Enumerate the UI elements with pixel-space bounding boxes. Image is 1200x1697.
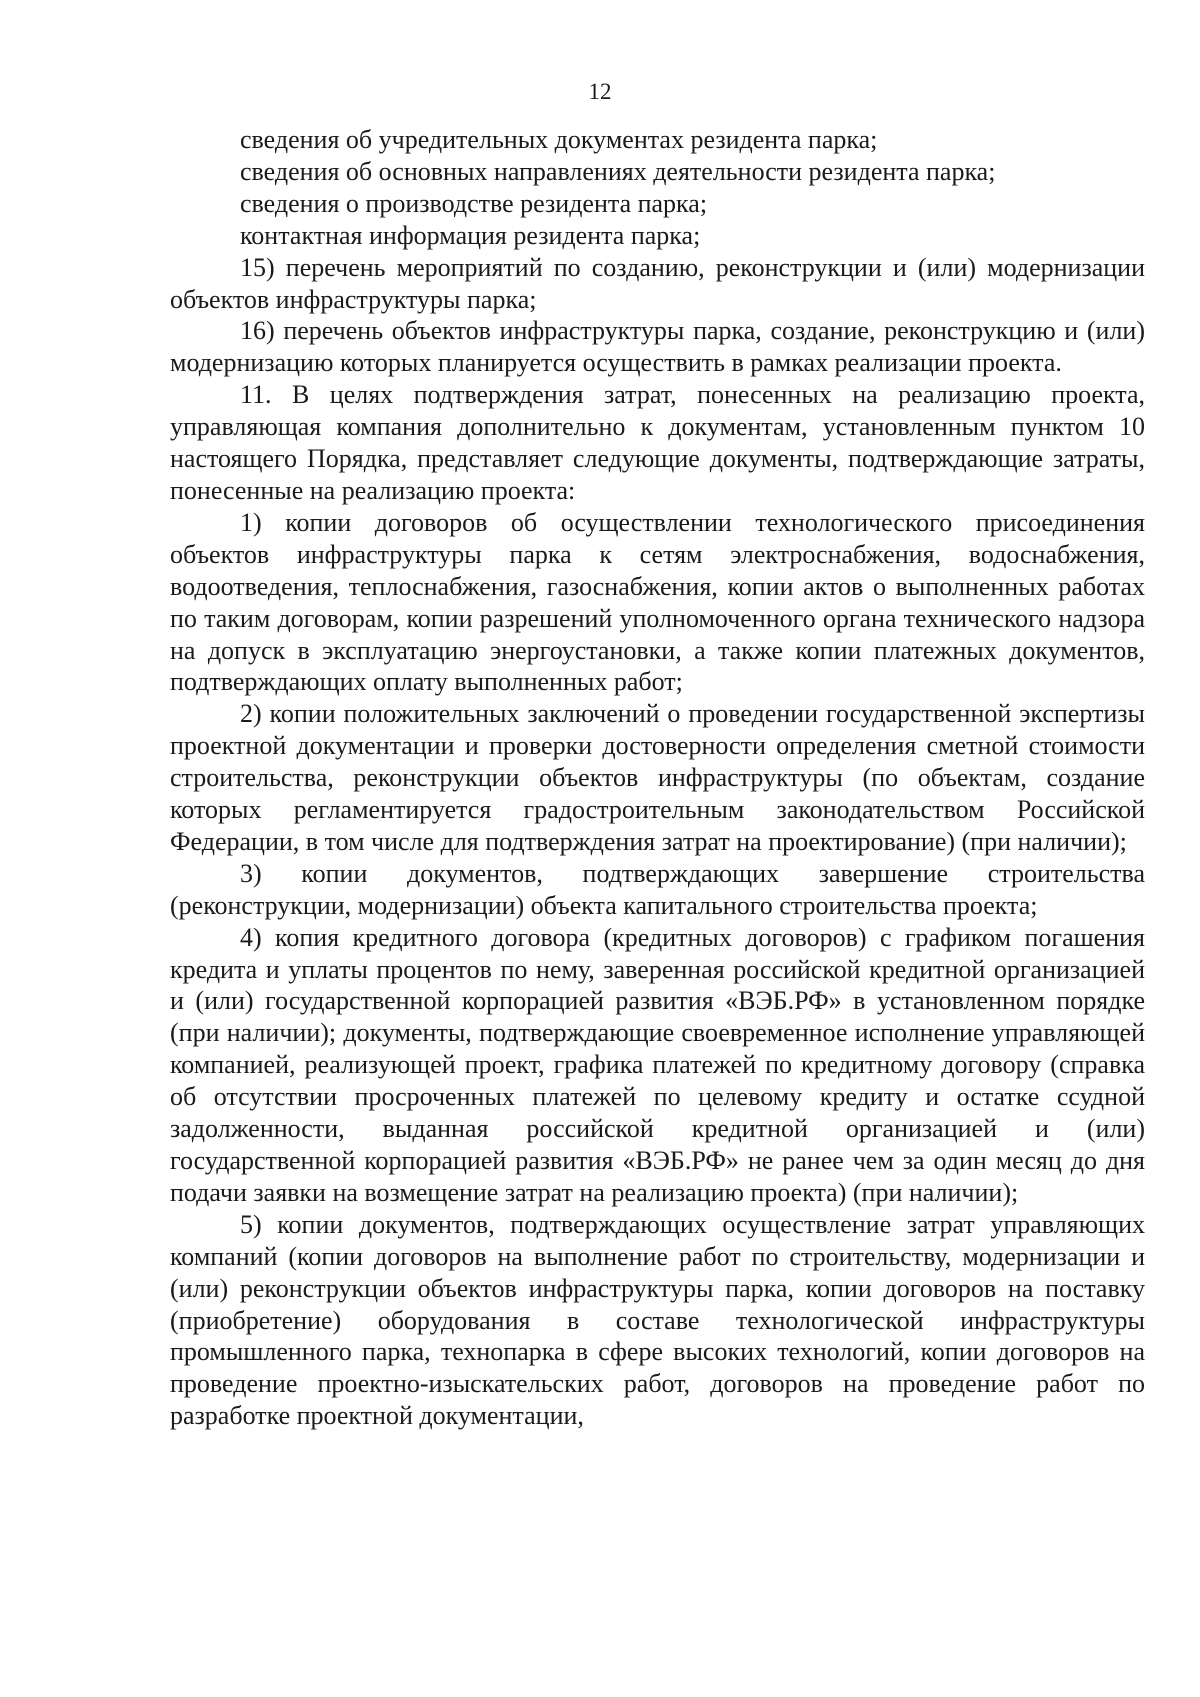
paragraph-subitem-3: 3) копии документов, подтверждающих завершение строительства (реконструкции, модернизации) объекта капитального строительства проекта;: [170, 858, 1145, 920]
paragraph-clause-11: 11. В целях подтверждения затрат, понесенных на реализацию проекта, управляющая компания дополнительно к документам, установленным пунктом 10 настоящего Порядка, представляет следующие документы, подтверждающие затраты, понесенные на реализацию проекта:: [170, 380, 1145, 505]
paragraph-subitem-2: 2) копии положительных заключений о проведении государственной экспертизы проектной документации и проверки достоверности определения сметной стоимости строительства, реконструкции объектов инфраструктуры (по объектам, создание которых регламентируется градостроительным законодательством Российской Федерации, в том числе для подтверждения затрат на проектирование) (при наличии);: [170, 699, 1145, 856]
paragraph-subitem-4: 4) копия кредитного договора (кредитных договоров) с графиком погашения кредита и уплаты процентов по нему, заверенная российской кредитной организацией и (или) государственной корпорацией развития «ВЭБ.РФ» в установленном порядке (при наличии); документы, подтверждающие своевременное исполнение управляющей компанией, реализующей проект, графика платежей по кредитному договору (справка об отсутствии просроченных платежей по целевому кредиту и остатке ссудной задолженности, выданная российской кредитной организацией и (или) государственной корпорацией развития «ВЭБ.РФ» не ранее чем за один месяц до дня подачи заявки на возмещение затрат на реализацию проекта) (при наличии);: [170, 922, 1145, 1207]
paragraph-contact-info: контактная информация резидента парка;: [240, 220, 701, 250]
paragraph-item-15: 15) перечень мероприятий по созданию, реконструкции и (или) модернизации объектов инфраструктуры парка;: [170, 252, 1145, 314]
document-body: [170, 124, 1145, 1432]
paragraph-subitem-1: 1) копии договоров об осуществлении технологического присоединения объектов инфраструктуры парка к сетям электроснабжения, водоснабжения, водоотведения, теплоснабжения, газоснабжения, копии актов о выполненных работах по таким договорам, копии разрешений уполномоченного органа технического надзора на допуск в эксплуатацию энергоустановки, а также копии платежных документов, подтверждающих оплату выполненных работ;: [170, 507, 1145, 697]
paragraph-subitem-5: 5) копии документов, подтверждающих осуществление затрат управляющих компаний (копии договоров на выполнение работ по строительству, модернизации и (или) реконструкции объектов инфраструктуры парка, копии договоров на поставку (приобретение) оборудования в составе технологической инфраструктуры промышленного парка, технопарка в сфере высоких технологий, копии договоров на проведение проектно-изыскательских работ, договоров на проведение работ по разработке проектной документации,: [170, 1209, 1145, 1431]
paragraph-production: сведения о производстве резидента парка;: [240, 188, 708, 218]
paragraph-founding-documents: сведения об учредительных документах резидента парка;: [240, 125, 878, 154]
paragraph-main-activities: сведения об основных направлениях деятельности резидента парка;: [240, 156, 996, 186]
paragraph-item-16: 16) перечень объектов инфраструктуры парка, создание, реконструкцию и (или) модернизацию которых планируется осуществить в рамках реализации проекта.: [170, 316, 1145, 378]
page-number: 12: [588, 79, 612, 104]
